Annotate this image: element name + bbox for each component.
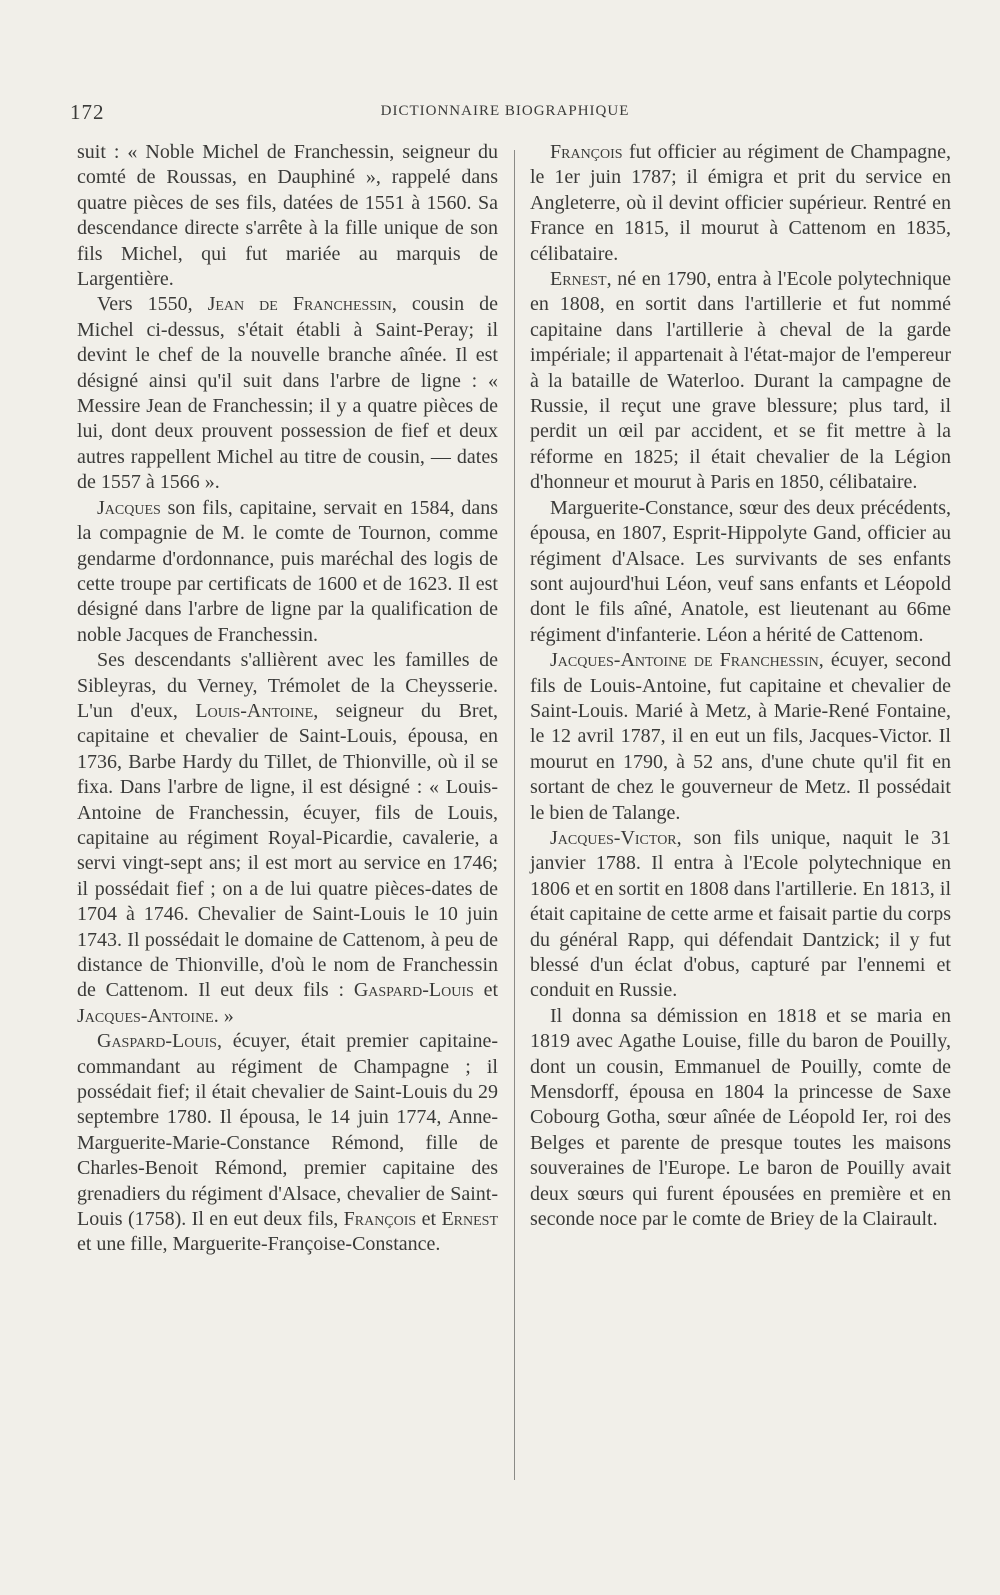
paragraph-michel: suit : « Noble Michel de Franchessin, seigneur du comté de Roussas, en Dauphiné », rappelé dans quatre pièces de ses fils, datées de 1551 à 1560. Sa descendance directe s'arrête à la fille unique de son fils Michel, qui fut mariée au marquis de Largentière. [77, 141, 498, 291]
text: , né en 1790, entra à l'Ecole polytechnique en 1808, en sortit dans l'artillerie et fut nommé capitaine dans l'artillerie à cheval de la garde impériale; il appartenait à l'état-major de l'empereur à la bataille de Waterloo. Durant la campagne de Russie, il reçut une grave blessure; plus tard, il perdit un œil par accident, et se fit mettre à la réforme en 1825; il était chevalier de la Légion d'honneur et mourut à Paris en 1850, célibataire. [530, 268, 951, 494]
paragraph-marguerite-constance: Marguerite-Constance, sœur des deux précédents, épousa, en 1807, Esprit-Hippolyte Gand, officier au régiment d'Alsace. Les survivants de ses enfants sont aujourd'hui Léon, veuf sans enfants et Léopold dont le fils aîné, Anatole, est lieutenant au 66me régiment d'infanterie. Léon a hérité de Cattenom. [530, 496, 951, 646]
person-name: Jacques-Victor [550, 826, 677, 849]
page-header [70, 100, 940, 128]
paragraph-jacques-antoine [530, 648, 951, 826]
text: , écuyer, second fils de Louis-Antoine, fut capitaine et chevalier de Saint-Louis. Marié à Metz, à Marie-René Fontaine, le 12 avril 1787, il en eut un fils, Jacques-Victor. Il mourut en 1790, à 52 ans, d'une chute qu'il fit en sortant de chez le gouverneur de Metz. Il possédait le bien de Talange. [530, 649, 951, 824]
person-name: François [550, 141, 623, 163]
paragraph-gaspard-louis [77, 1029, 498, 1258]
paragraph-ernest [530, 267, 951, 496]
text: , son fils unique, naquit le 31 janvier 1788. Il entra à l'Ecole polytechnique en 1806 et en sortit en 1808 dans l'artillerie. En 1813, il était capitaine de cette arme et faisait partie du corps du général Rapp, qui défendait Dantzick; il y fut blessé d'un éclat d'obus, capturé par l'ennemi et conduit en Russie. [530, 826, 951, 1002]
person-name: Gaspard-Louis [353, 979, 474, 1002]
text: , écuyer, était premier capitaine-commandant au régiment de Champagne ; il possédait fief; il était chevalier de Saint-Louis du 29 septembre 1780. Il épousa, le 14 juin 1774, Anne-Marguerite-Marie-Constance Rémond, fille de Charles-Benoit Rémond, premier capitaine des grenadiers du régiment d'Alsace, chevalier de Saint-Louis (1758). Il en eut deux fils, [77, 1030, 498, 1231]
paragraph-louis-antoine [77, 648, 498, 1029]
paragraph-jacques-victor [530, 826, 951, 1004]
person-name: Jean de Franchessin [207, 293, 392, 316]
person-name: Louis-Antoine [195, 699, 314, 722]
running-head: DICTIONNAIRE BIOGRAPHIQUE [380, 103, 630, 119]
paragraph-demission: Il donna sa démission en 1818 et se maria en 1819 avec Agathe Louise, fille du baron de Pouilly, dont un cousin, Emmanuel de Pouilly, comte de Mensdorff, épousa en 1804 la princesse de Saxe Cobourg Gotha, sœur aînée de Léopold Ier, roi des Belges et parente de presque toutes les maisons souveraines de l'Europe. Le baron de Pouilly avait deux sœurs qui furent épousées en première et en seconde noce par le comte de Briey de la Clairault. [530, 1004, 951, 1231]
person-name: Jacques-Antoine [77, 1004, 214, 1027]
text: et une fille, Marguerite-Françoise-Constance. [77, 1233, 441, 1256]
text: et [473, 979, 499, 1002]
text: fut officier au régiment de Champagne, le 1er juin 1787; il émigra et prit du service en Angleterre, où il devint officier supérieur. Rentré en France en 1815, il mourut à Cattenom en 1835, célibataire. [530, 141, 951, 265]
text: Ses descendants s'allièrent avec les familles de Sibleyras, du Verney, Trémolet de la Cheysserie. L'un d'eux, [77, 649, 498, 722]
person-name: Jacques-Antoine de Franchessin [550, 649, 819, 672]
left-column [77, 140, 498, 1258]
person-name: François [343, 1208, 417, 1231]
person-name: Gaspard-Louis [97, 1030, 217, 1053]
text: . » [213, 1004, 234, 1027]
person-name: Jacques [97, 496, 161, 519]
text: , seigneur du Bret, capitaine et chevalier de Saint-Louis, épousa, en 1736, Barbe Hardy du Tillet, de Thionville, où il se fixa. Dans l'arbre de ligne, il est désigné : « Louis-Antoine de Franchessin, écuyer, fils de Louis, capitaine au régiment Royal-Picardie, cavalerie, a servi vingt-sept ans; il est mort au service en 1746; il possédait fief ; on a de lui quatre pièces-dates de 1704 à 1746. Chevalier de Saint-Louis le 10 juin 1743. Il possédait le domaine de Cattenom, à peu de distance de Thionville, d'où le nom de Franchessin de Cattenom. Il eut deux fils : [77, 699, 498, 1002]
right-column [530, 140, 951, 1232]
paragraph-jean [77, 292, 498, 495]
paragraph-jacques [77, 496, 498, 648]
text: Vers 1550, [97, 293, 208, 316]
text: , cousin de Michel ci-dessus, s'était établi à Saint-Peray; il devint le chef de la nouvelle branche aînée. Il est désigné ainsi qu'il suit dans l'arbre de ligne : « Messire Jean de Franchessin; il y a quatre pièces de lui, dont deux prouvent possession de fief et deux autres rappellent Michel au titre de cousin, — dates de 1557 à 1566 ». [77, 293, 499, 494]
paragraph-francois [530, 140, 951, 267]
page-number: 172 [70, 100, 105, 124]
text: son fils, capitaine, servait en 1584, dans la compagnie de M. le comte de Tournon, comme gendarme d'ordonnance, puis maréchal des logis de cette troupe par certificats de 1600 et de 1623. Il est désigné dans l'arbre de ligne par la qualification de noble Jacques de Franchessin. [77, 496, 498, 646]
person-name: Ernest [441, 1208, 498, 1231]
person-name: Ernest [550, 268, 607, 291]
column-divider [514, 150, 515, 1480]
text: et [416, 1208, 442, 1231]
